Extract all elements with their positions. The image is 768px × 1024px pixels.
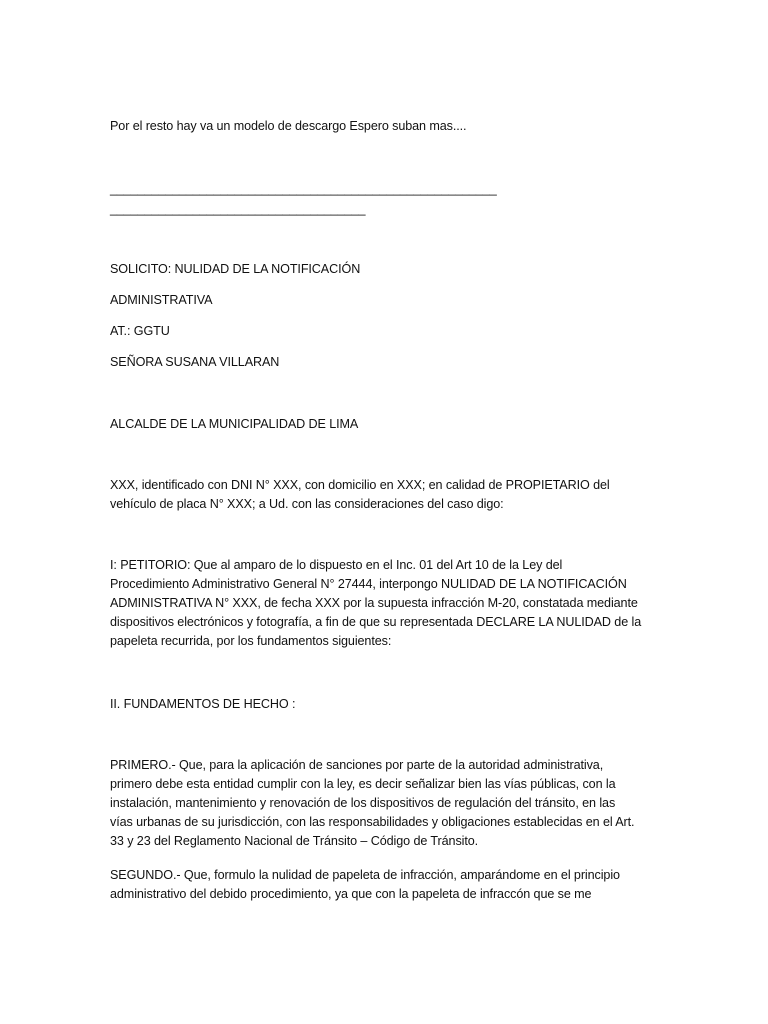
paragraph-line: XXX, identificado con DNI N° XXX, con domicilio en XXX; en calidad de PROPIETARIO del [110,478,610,492]
addressee-title: ALCALDE DE LA MUNICIPALIDAD DE LIMA [110,417,359,431]
separator-line-1: ________________________________________________________ [110,182,497,196]
paragraph-line: vías urbanas de su jurisdicción, con las responsabilidades y obligaciones establecidas en el Art. [110,815,635,829]
petitorio-paragraph [110,556,655,651]
administrativa-text: ADMINISTRATIVA [110,293,213,307]
segundo-paragraph [110,866,655,904]
paragraph-line: I: PETITORIO: Que al amparo de lo dispuesto en el Inc. 01 del Art 10 de la Ley del [110,558,563,572]
addressee-name: SEÑORA SUSANA VILLARAN [110,355,280,369]
paragraph-line: primero debe esta entidad cumplir con la ley, es decir señalizar bien las vías públicas, con la [110,777,616,791]
primero-paragraph [110,756,655,851]
paragraph-line: vehículo de placa N° XXX; a Ud. con las consideraciones del caso digo: [110,497,504,511]
fundamentos-heading: II. FUNDAMENTOS DE HECHO : [110,697,296,711]
paragraph-line: ADMINISTRATIVA N° XXX, de fecha XXX por la supuesta infracción M-20, constatada mediante [110,596,638,610]
paragraph-line: 33 y 23 del Reglamento Nacional de Tránsito – Código de Tránsito. [110,834,479,848]
intro-text: Por el resto hay va un modelo de descargo Espero suban mas.... [110,119,467,133]
paragraph-line: instalación, mantenimiento y renovación de los dispositivos de regulación del tránsito, en las [110,796,616,810]
paragraph-line: SEGUNDO.- Que, formulo la nulidad de papeleta de infracción, amparándome en el principio [110,868,620,882]
at-text: AT.: GGTU [110,324,170,338]
paragraph-line: papeleta recurrida, por los fundamentos siguientes: [110,634,392,648]
identification-paragraph [110,476,655,514]
paragraph-line: Procedimiento Administrativo General N° 27444, interpongo NULIDAD DE LA NOTIFICACIÓN [110,577,627,591]
paragraph-line: dispositivos electrónicos y fotografía, a fin de que su representada DECLARE LA NULIDAD de la [110,615,642,629]
separator-line-2: _____________________________________ [110,202,366,216]
solicito-heading: SOLICITO: NULIDAD DE LA NOTIFICACIÓN [110,262,361,276]
paragraph-line: PRIMERO.- Que, para la aplicación de sanciones por parte de la autoridad administrativa, [110,758,604,772]
paragraph-line: administrativo del debido procedimiento, ya que con la papeleta de infraccón que se me [110,887,592,901]
